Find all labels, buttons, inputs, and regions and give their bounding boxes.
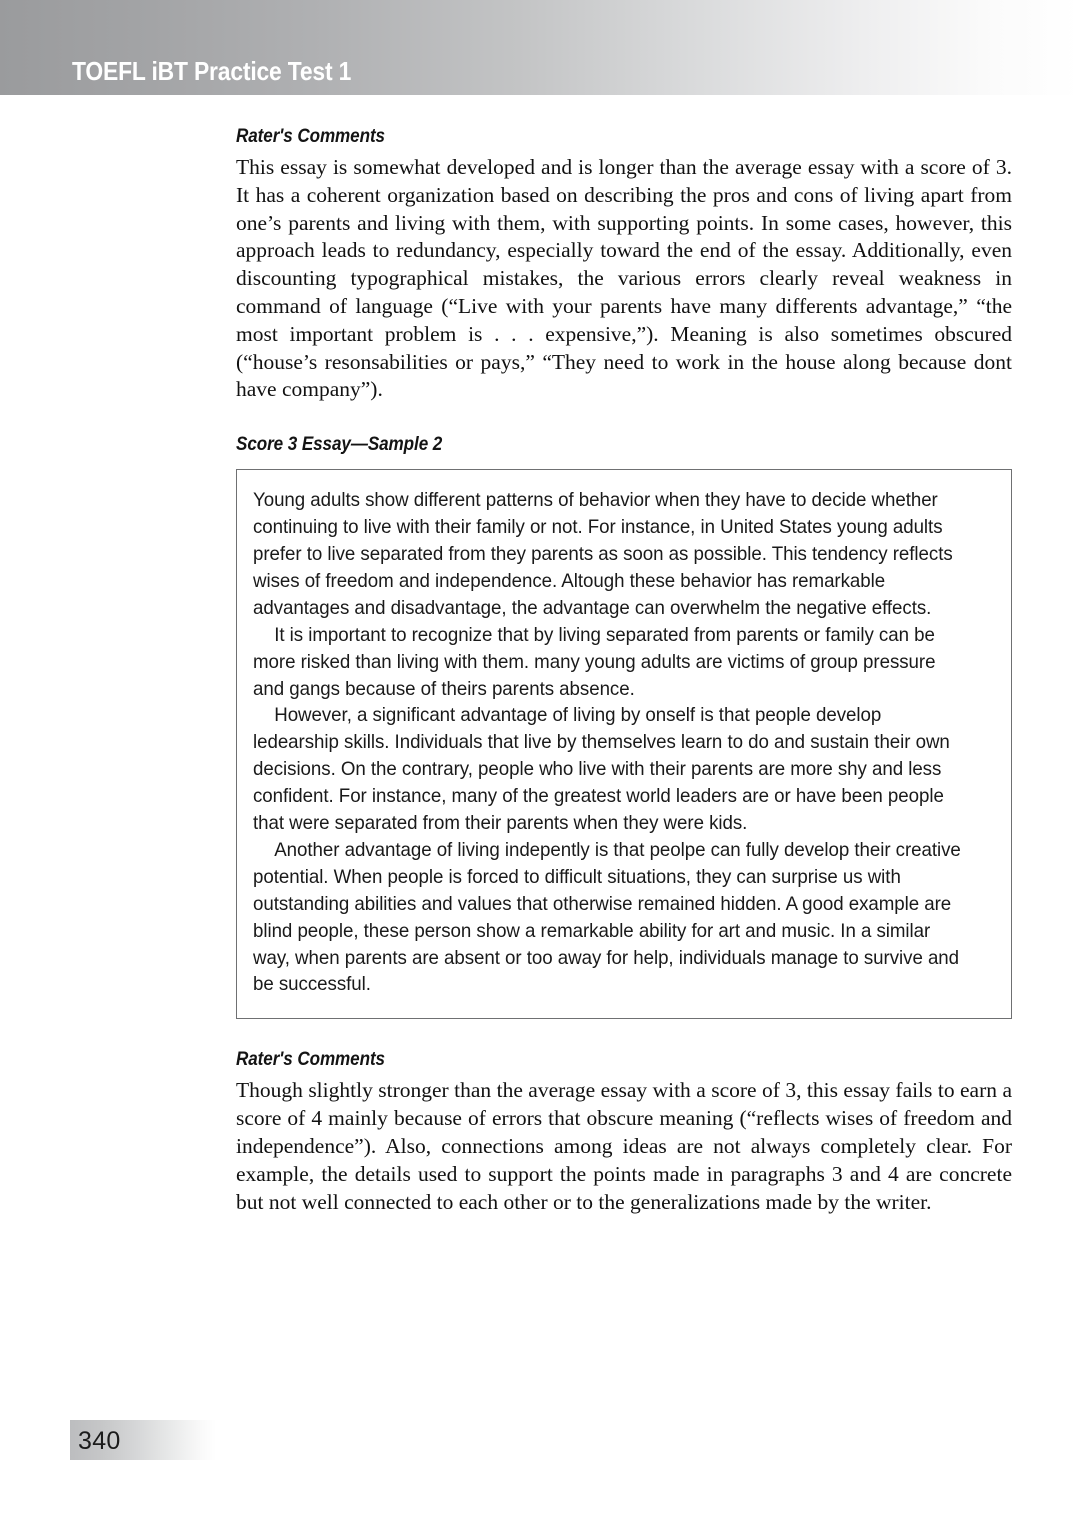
raters-comments-heading-2: Rater's Comments — [236, 1049, 385, 1071]
running-head-bar — [0, 0, 1080, 95]
page-text-column — [236, 126, 1012, 1216]
essay-paragraph: It is important to recognize that by living separated from parents or family can be more risked than living with them. many young adults are victims of group pressure and gangs because of theirs parents absence. — [253, 623, 936, 700]
page-number: 340 — [78, 1427, 121, 1455]
spacer — [236, 404, 1012, 434]
raters-comments-body-2: Though slightly stronger than the average essay with a score of 3, this essay fails to earn a score of 4 mainly because of errors that obscure meaning (“reflects wises of freedom and independence”). Also, connections among ideas are not always completely clear. For example, the details used to support the points made in paragraphs 3 and 4 are concrete but not well connected to each other or to the generalizations made by the writer. — [236, 1078, 1012, 1214]
raters-comments-body-1: This essay is somewhat developed and is longer than the average essay with a score of 3. It has a coherent organization based on describing the pros and cons of living apart from one’s parents and living with them, with supporting points. In some cases, however, this approach leads to redundancy, especially toward the end of the essay. Additionally, even discounting typographical mistakes, the various errors clearly reveal weakness in command of language (“Live with your parents have many differents advantage,” “the most important problem is . . . expensive,”). Meaning is also sometimes obscured (“house’s resonsabilities or pays,” “They need to work in the house along because dont have company”). — [236, 155, 1012, 402]
essay-paragraph: Another advantage of living indepently is that peolpe can fully develop their creative potential. When people is forced to difficult situations, they can surprise us with outstanding abilities and values that otherwise remained hidden. A good example are blind people, these person show a remarkable ability for art and music. In a similar way, when parents are absent or too away for help, individuals manage to survive and be successful. — [253, 838, 961, 996]
running-head-title: TOEFL iBT Practice Test 1 — [72, 56, 352, 86]
essay-paragraph: Young adults show different patterns of behavior when they have to decide whether continuing to live with their family or not. For instance, in United States young adults prefer to live separated from they parents as soon as possible. This tendency reflects wises of freedom and independence. Altough these behavior has remarkable advantages and disadvantage, the advantage can overwhelm the negative effects. — [253, 489, 953, 619]
raters-comments-heading-1: Rater's Comments — [236, 126, 385, 147]
sample-essay-heading: Score 3 Essay—Sample 2 — [236, 434, 443, 456]
essay-sample-box — [236, 469, 1012, 1019]
spacer — [236, 1019, 1012, 1049]
essay-paragraph: However, a significant advantage of living by onself is that people develop ledearship skills. Individuals that live by themselves learn to do and sustain their own decisions. On the contrary, people who live with their parents are more shy and less confident. For instance, many of the greatest world leaders are or have been people that were separated from their parents when they were kids. — [253, 704, 950, 835]
